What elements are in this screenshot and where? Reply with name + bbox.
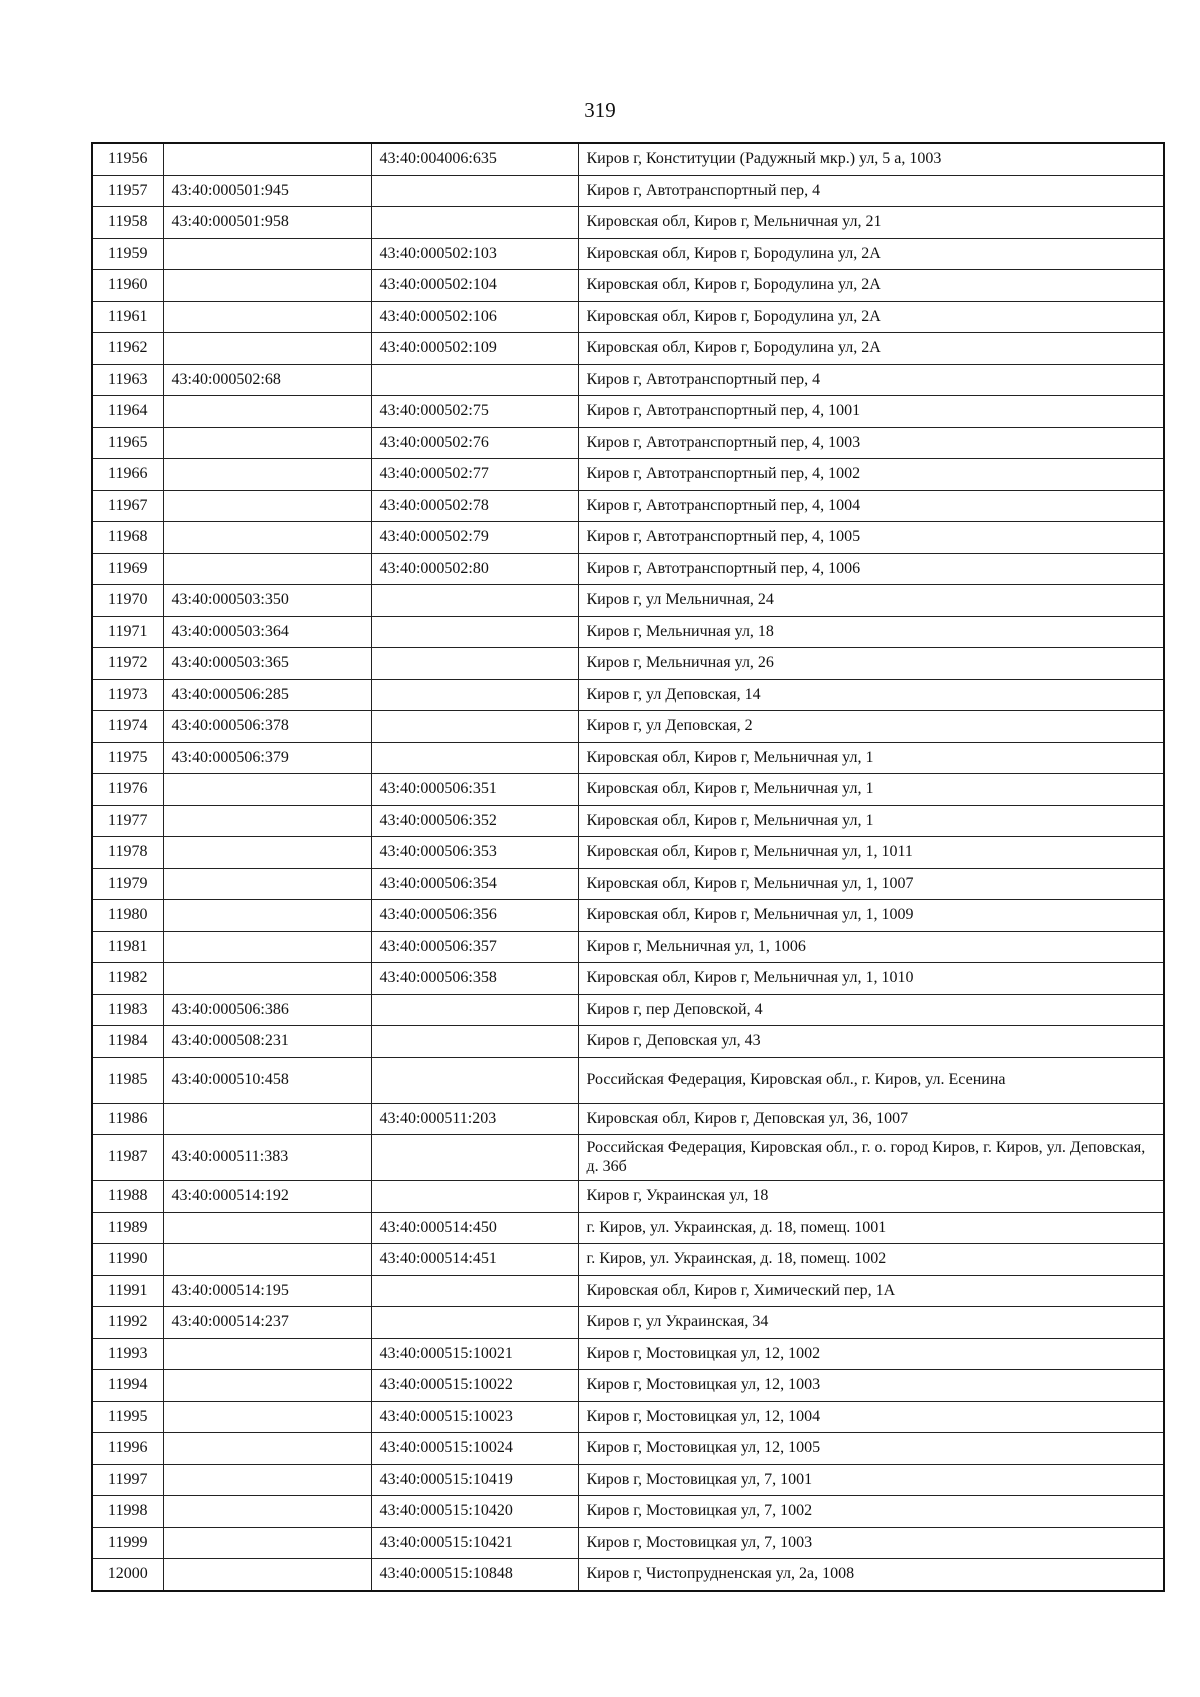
table-row: [92, 427, 1164, 459]
address-cell: Кировская обл, Киров г, Мельничная ул, 1, 1007: [578, 868, 1164, 900]
land-parcel-number-cell: 43:40:000503:350: [163, 585, 371, 617]
table-row: [92, 1135, 1164, 1181]
building-number-cell: 43:40:000502:77: [371, 459, 578, 491]
row-number-cell: 11974: [92, 711, 163, 743]
row-number-cell: 11992: [92, 1307, 163, 1339]
address-cell: Кировская обл, Киров г, Мельничная ул, 1: [578, 742, 1164, 774]
address-cell: Российская Федерация, Кировская обл., г. Киров, ул. Есенина: [578, 1057, 1164, 1103]
table-row: [92, 963, 1164, 995]
table-row: [92, 238, 1164, 270]
address-cell: Кировская обл, Киров г, Мельничная ул, 1, 1009: [578, 900, 1164, 932]
land-parcel-number-cell: 43:40:000514:192: [163, 1181, 371, 1213]
land-parcel-number-cell: 43:40:000510:458: [163, 1057, 371, 1103]
building-number-cell: [371, 1057, 578, 1103]
land-parcel-number-cell: 43:40:000514:237: [163, 1307, 371, 1339]
address-cell: Киров г, ул Украинская, 34: [578, 1307, 1164, 1339]
land-parcel-number-cell: [163, 963, 371, 995]
row-number-cell: 11965: [92, 427, 163, 459]
land-parcel-number-cell: [163, 1103, 371, 1135]
address-cell: Киров г, Мельничная ул, 26: [578, 648, 1164, 680]
row-number-cell: 11991: [92, 1275, 163, 1307]
table-row: [92, 679, 1164, 711]
cadastral-registry-table: [91, 142, 1165, 1592]
address-cell: Киров г, Мостовицкая ул, 12, 1004: [578, 1401, 1164, 1433]
registry-table-body: [92, 143, 1164, 1591]
row-number-cell: 11963: [92, 364, 163, 396]
row-number-cell: 11977: [92, 805, 163, 837]
address-cell: Киров г, Автотранспортный пер, 4, 1004: [578, 490, 1164, 522]
address-cell: Киров г, Автотранспортный пер, 4, 1002: [578, 459, 1164, 491]
row-number-cell: 11997: [92, 1464, 163, 1496]
building-number-cell: 43:40:000514:450: [371, 1212, 578, 1244]
address-cell: Киров г, Автотранспортный пер, 4, 1001: [578, 396, 1164, 428]
table-row: [92, 1527, 1164, 1559]
building-number-cell: 43:40:000515:10022: [371, 1370, 578, 1402]
building-number-cell: 43:40:000515:10024: [371, 1433, 578, 1465]
address-cell: Киров г, Мостовицкая ул, 7, 1003: [578, 1527, 1164, 1559]
land-parcel-number-cell: 43:40:000511:383: [163, 1135, 371, 1181]
building-number-cell: [371, 616, 578, 648]
building-number-cell: 43:40:000502:79: [371, 522, 578, 554]
land-parcel-number-cell: [163, 1370, 371, 1402]
land-parcel-number-cell: 43:40:000506:378: [163, 711, 371, 743]
address-cell: Киров г, Мостовицкая ул, 12, 1003: [578, 1370, 1164, 1402]
land-parcel-number-cell: [163, 1244, 371, 1276]
building-number-cell: 43:40:000515:10021: [371, 1338, 578, 1370]
address-cell: г. Киров, ул. Украинская, д. 18, помещ. 1002: [578, 1244, 1164, 1276]
address-cell: Киров г, Автотранспортный пер, 4, 1005: [578, 522, 1164, 554]
address-cell: Киров г, ул Мельничная, 24: [578, 585, 1164, 617]
table-row: [92, 522, 1164, 554]
building-number-cell: [371, 648, 578, 680]
address-cell: Кировская обл, Киров г, Бородулина ул, 2А: [578, 238, 1164, 270]
building-number-cell: [371, 207, 578, 239]
table-row: [92, 1338, 1164, 1370]
land-parcel-number-cell: 43:40:000503:365: [163, 648, 371, 680]
table-row: [92, 711, 1164, 743]
row-number-cell: 11976: [92, 774, 163, 806]
table-row: [92, 994, 1164, 1026]
row-number-cell: 11998: [92, 1496, 163, 1528]
land-parcel-number-cell: [163, 427, 371, 459]
address-cell: Кировская обл, Киров г, Химический пер, 1А: [578, 1275, 1164, 1307]
row-number-cell: 11958: [92, 207, 163, 239]
row-number-cell: 11957: [92, 175, 163, 207]
building-number-cell: 43:40:000502:75: [371, 396, 578, 428]
table-row: [92, 1464, 1164, 1496]
row-number-cell: 11969: [92, 553, 163, 585]
row-number-cell: 11993: [92, 1338, 163, 1370]
building-number-cell: 43:40:000506:351: [371, 774, 578, 806]
address-cell: Киров г, Автотранспортный пер, 4: [578, 175, 1164, 207]
row-number-cell: 12000: [92, 1559, 163, 1591]
row-number-cell: 11981: [92, 931, 163, 963]
land-parcel-number-cell: [163, 1401, 371, 1433]
row-number-cell: 11956: [92, 143, 163, 175]
land-parcel-number-cell: [163, 1433, 371, 1465]
table-row: [92, 175, 1164, 207]
land-parcel-number-cell: 43:40:000506:386: [163, 994, 371, 1026]
address-cell: Кировская обл, Киров г, Мельничная ул, 1, 1011: [578, 837, 1164, 869]
land-parcel-number-cell: [163, 490, 371, 522]
building-number-cell: 43:40:000502:76: [371, 427, 578, 459]
table-row: [92, 1370, 1164, 1402]
row-number-cell: 11971: [92, 616, 163, 648]
building-number-cell: 43:40:000506:357: [371, 931, 578, 963]
address-cell: Киров г, Украинская ул, 18: [578, 1181, 1164, 1213]
address-cell: Киров г, пер Деповской, 4: [578, 994, 1164, 1026]
row-number-cell: 11983: [92, 994, 163, 1026]
building-number-cell: 43:40:004006:635: [371, 143, 578, 175]
building-number-cell: 43:40:000515:10848: [371, 1559, 578, 1591]
row-number-cell: 11961: [92, 301, 163, 333]
building-number-cell: [371, 711, 578, 743]
land-parcel-number-cell: [163, 333, 371, 365]
table-row: [92, 270, 1164, 302]
address-cell: Киров г, Автотранспортный пер, 4, 1003: [578, 427, 1164, 459]
address-cell: г. Киров, ул. Украинская, д. 18, помещ. 1001: [578, 1212, 1164, 1244]
row-number-cell: 11975: [92, 742, 163, 774]
address-cell: Киров г, Мостовицкая ул, 7, 1001: [578, 1464, 1164, 1496]
land-parcel-number-cell: [163, 931, 371, 963]
table-row: [92, 585, 1164, 617]
address-cell: Киров г, Деповская ул, 43: [578, 1026, 1164, 1058]
address-cell: Кировская обл, Киров г, Деповская ул, 36, 1007: [578, 1103, 1164, 1135]
building-number-cell: 43:40:000502:104: [371, 270, 578, 302]
building-number-cell: 43:40:000506:353: [371, 837, 578, 869]
address-cell: Киров г, Мостовицкая ул, 7, 1002: [578, 1496, 1164, 1528]
address-cell: Киров г, Чистопрудненская ул, 2а, 1008: [578, 1559, 1164, 1591]
land-parcel-number-cell: 43:40:000514:195: [163, 1275, 371, 1307]
building-number-cell: 43:40:000515:10023: [371, 1401, 578, 1433]
building-number-cell: 43:40:000515:10419: [371, 1464, 578, 1496]
building-number-cell: 43:40:000506:352: [371, 805, 578, 837]
address-cell: Киров г, Автотранспортный пер, 4, 1006: [578, 553, 1164, 585]
table-row: [92, 490, 1164, 522]
land-parcel-number-cell: [163, 1527, 371, 1559]
land-parcel-number-cell: [163, 868, 371, 900]
page-number: 319: [584, 98, 616, 122]
land-parcel-number-cell: 43:40:000502:68: [163, 364, 371, 396]
row-number-cell: 11967: [92, 490, 163, 522]
row-number-cell: 11972: [92, 648, 163, 680]
land-parcel-number-cell: [163, 805, 371, 837]
land-parcel-number-cell: [163, 1212, 371, 1244]
table-row: [92, 1496, 1164, 1528]
building-number-cell: [371, 364, 578, 396]
row-number-cell: 11959: [92, 238, 163, 270]
land-parcel-number-cell: [163, 553, 371, 585]
row-number-cell: 11986: [92, 1103, 163, 1135]
land-parcel-number-cell: [163, 1464, 371, 1496]
building-number-cell: [371, 1275, 578, 1307]
land-parcel-number-cell: [163, 774, 371, 806]
address-cell: Киров г, Конституции (Радужный мкр.) ул, 5 а, 1003: [578, 143, 1164, 175]
table-row: [92, 1244, 1164, 1276]
address-cell: Кировская обл, Киров г, Бородулина ул, 2А: [578, 333, 1164, 365]
land-parcel-number-cell: [163, 238, 371, 270]
building-number-cell: [371, 175, 578, 207]
table-row: [92, 1433, 1164, 1465]
land-parcel-number-cell: [163, 1496, 371, 1528]
address-cell: Российская Федерация, Кировская обл., г. о. город Киров, г. Киров, ул. Деповская, д. 36б: [578, 1135, 1164, 1181]
row-number-cell: 11962: [92, 333, 163, 365]
land-parcel-number-cell: [163, 522, 371, 554]
land-parcel-number-cell: 43:40:000508:231: [163, 1026, 371, 1058]
row-number-cell: 11973: [92, 679, 163, 711]
building-number-cell: 43:40:000506:356: [371, 900, 578, 932]
land-parcel-number-cell: [163, 396, 371, 428]
address-cell: Киров г, ул Деповская, 14: [578, 679, 1164, 711]
table-row: [92, 364, 1164, 396]
table-row: [92, 900, 1164, 932]
address-cell: Кировская обл, Киров г, Бородулина ул, 2А: [578, 301, 1164, 333]
building-number-cell: [371, 679, 578, 711]
building-number-cell: 43:40:000502:106: [371, 301, 578, 333]
table-row: [92, 616, 1164, 648]
building-number-cell: [371, 585, 578, 617]
address-cell: Кировская обл, Киров г, Мельничная ул, 1: [578, 774, 1164, 806]
building-number-cell: 43:40:000502:109: [371, 333, 578, 365]
table-row: [92, 207, 1164, 239]
address-cell: Кировская обл, Киров г, Мельничная ул, 1: [578, 805, 1164, 837]
address-cell: Киров г, Мельничная ул, 1, 1006: [578, 931, 1164, 963]
building-number-cell: [371, 1181, 578, 1213]
row-number-cell: 11970: [92, 585, 163, 617]
row-number-cell: 11989: [92, 1212, 163, 1244]
land-parcel-number-cell: [163, 301, 371, 333]
land-parcel-number-cell: [163, 459, 371, 491]
building-number-cell: [371, 742, 578, 774]
address-cell: Киров г, Автотранспортный пер, 4: [578, 364, 1164, 396]
row-number-cell: 11964: [92, 396, 163, 428]
table-row: [92, 459, 1164, 491]
land-parcel-number-cell: [163, 1338, 371, 1370]
building-number-cell: [371, 1026, 578, 1058]
land-parcel-number-cell: 43:40:000506:379: [163, 742, 371, 774]
table-row: [92, 1103, 1164, 1135]
row-number-cell: 11985: [92, 1057, 163, 1103]
row-number-cell: 11996: [92, 1433, 163, 1465]
address-cell: Киров г, Мостовицкая ул, 12, 1005: [578, 1433, 1164, 1465]
land-parcel-number-cell: 43:40:000506:285: [163, 679, 371, 711]
land-parcel-number-cell: [163, 837, 371, 869]
row-number-cell: 11984: [92, 1026, 163, 1058]
address-cell: Киров г, Мельничная ул, 18: [578, 616, 1164, 648]
table-row: [92, 1559, 1164, 1591]
table-row: [92, 1181, 1164, 1213]
building-number-cell: 43:40:000506:354: [371, 868, 578, 900]
table-row: [92, 774, 1164, 806]
land-parcel-number-cell: 43:40:000501:945: [163, 175, 371, 207]
table-row: [92, 301, 1164, 333]
land-parcel-number-cell: [163, 270, 371, 302]
table-row: [92, 837, 1164, 869]
land-parcel-number-cell: [163, 143, 371, 175]
table-row: [92, 805, 1164, 837]
row-number-cell: 11966: [92, 459, 163, 491]
table-row: [92, 648, 1164, 680]
building-number-cell: 43:40:000502:103: [371, 238, 578, 270]
address-cell: Киров г, ул Деповская, 2: [578, 711, 1164, 743]
address-cell: Кировская обл, Киров г, Бородулина ул, 2А: [578, 270, 1164, 302]
building-number-cell: [371, 1135, 578, 1181]
table-row: [92, 1057, 1164, 1103]
row-number-cell: 11979: [92, 868, 163, 900]
row-number-cell: 11994: [92, 1370, 163, 1402]
table-row: [92, 1212, 1164, 1244]
table-row: [92, 868, 1164, 900]
table-row: [92, 1026, 1164, 1058]
table-row: [92, 742, 1164, 774]
address-cell: Кировская обл, Киров г, Мельничная ул, 21: [578, 207, 1164, 239]
building-number-cell: 43:40:000502:80: [371, 553, 578, 585]
row-number-cell: 11982: [92, 963, 163, 995]
building-number-cell: 43:40:000515:10421: [371, 1527, 578, 1559]
address-cell: Киров г, Мостовицкая ул, 12, 1002: [578, 1338, 1164, 1370]
table-row: [92, 333, 1164, 365]
building-number-cell: [371, 994, 578, 1026]
building-number-cell: 43:40:000506:358: [371, 963, 578, 995]
row-number-cell: 11968: [92, 522, 163, 554]
building-number-cell: 43:40:000502:78: [371, 490, 578, 522]
table-row: [92, 143, 1164, 175]
row-number-cell: 11960: [92, 270, 163, 302]
building-number-cell: [371, 1307, 578, 1339]
row-number-cell: 11987: [92, 1135, 163, 1181]
table-row: [92, 1401, 1164, 1433]
land-parcel-number-cell: 43:40:000503:364: [163, 616, 371, 648]
land-parcel-number-cell: [163, 1559, 371, 1591]
row-number-cell: 11988: [92, 1181, 163, 1213]
row-number-cell: 11978: [92, 837, 163, 869]
table-row: [92, 553, 1164, 585]
table-row: [92, 931, 1164, 963]
table-row: [92, 396, 1164, 428]
land-parcel-number-cell: 43:40:000501:958: [163, 207, 371, 239]
table-row: [92, 1307, 1164, 1339]
row-number-cell: 11995: [92, 1401, 163, 1433]
building-number-cell: 43:40:000511:203: [371, 1103, 578, 1135]
row-number-cell: 11980: [92, 900, 163, 932]
building-number-cell: 43:40:000514:451: [371, 1244, 578, 1276]
address-cell: Кировская обл, Киров г, Мельничная ул, 1, 1010: [578, 963, 1164, 995]
table-row: [92, 1275, 1164, 1307]
building-number-cell: 43:40:000515:10420: [371, 1496, 578, 1528]
land-parcel-number-cell: [163, 900, 371, 932]
row-number-cell: 11990: [92, 1244, 163, 1276]
row-number-cell: 11999: [92, 1527, 163, 1559]
